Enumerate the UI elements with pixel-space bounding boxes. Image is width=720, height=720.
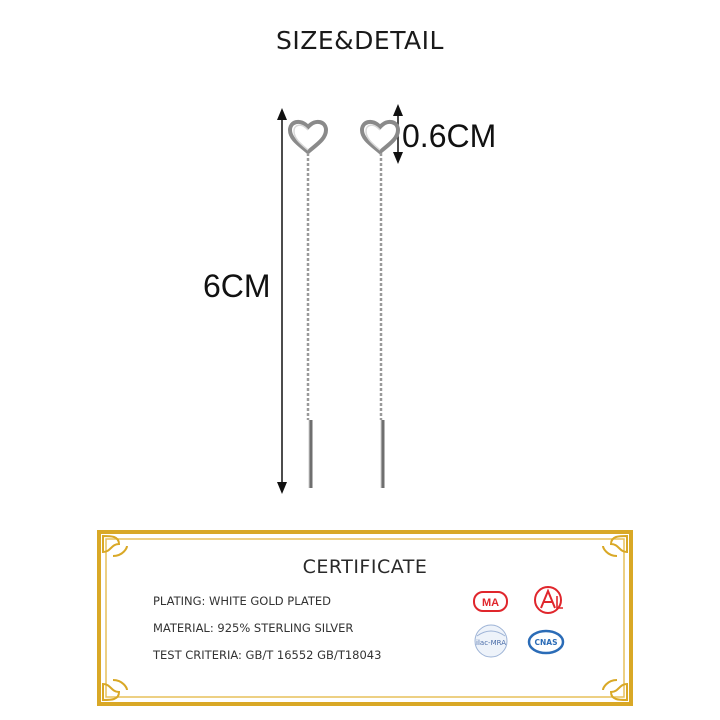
svg-text:ilac-MRA: ilac-MRA [476,639,506,647]
cnas-badge-icon [529,631,563,653]
material-info: MATERIAL: 925% STERLING SILVER [153,621,354,635]
ma-seal-icon [474,592,507,611]
length-label: 6CM [203,268,271,304]
ilac-mra-badge-icon [475,625,507,657]
right-earring [362,122,398,488]
certificate-card [97,530,633,706]
length-dimension-line [277,108,287,494]
left-earring [290,122,326,488]
svg-text:CNAS: CNAS [534,638,558,647]
plating-info: PLATING: WHITE GOLD PLATED [153,594,332,608]
heart-size-label: 0.6CM [402,118,497,154]
certificate-title: CERTIFICATE [302,556,428,578]
page-title: SIZE&DETAIL [276,26,444,55]
cal-seal-icon [535,587,563,613]
svg-text:MA: MA [481,597,500,609]
test-criteria-info: TEST CRITERIA: GB/T 16552 GB/T18043 [153,648,382,662]
